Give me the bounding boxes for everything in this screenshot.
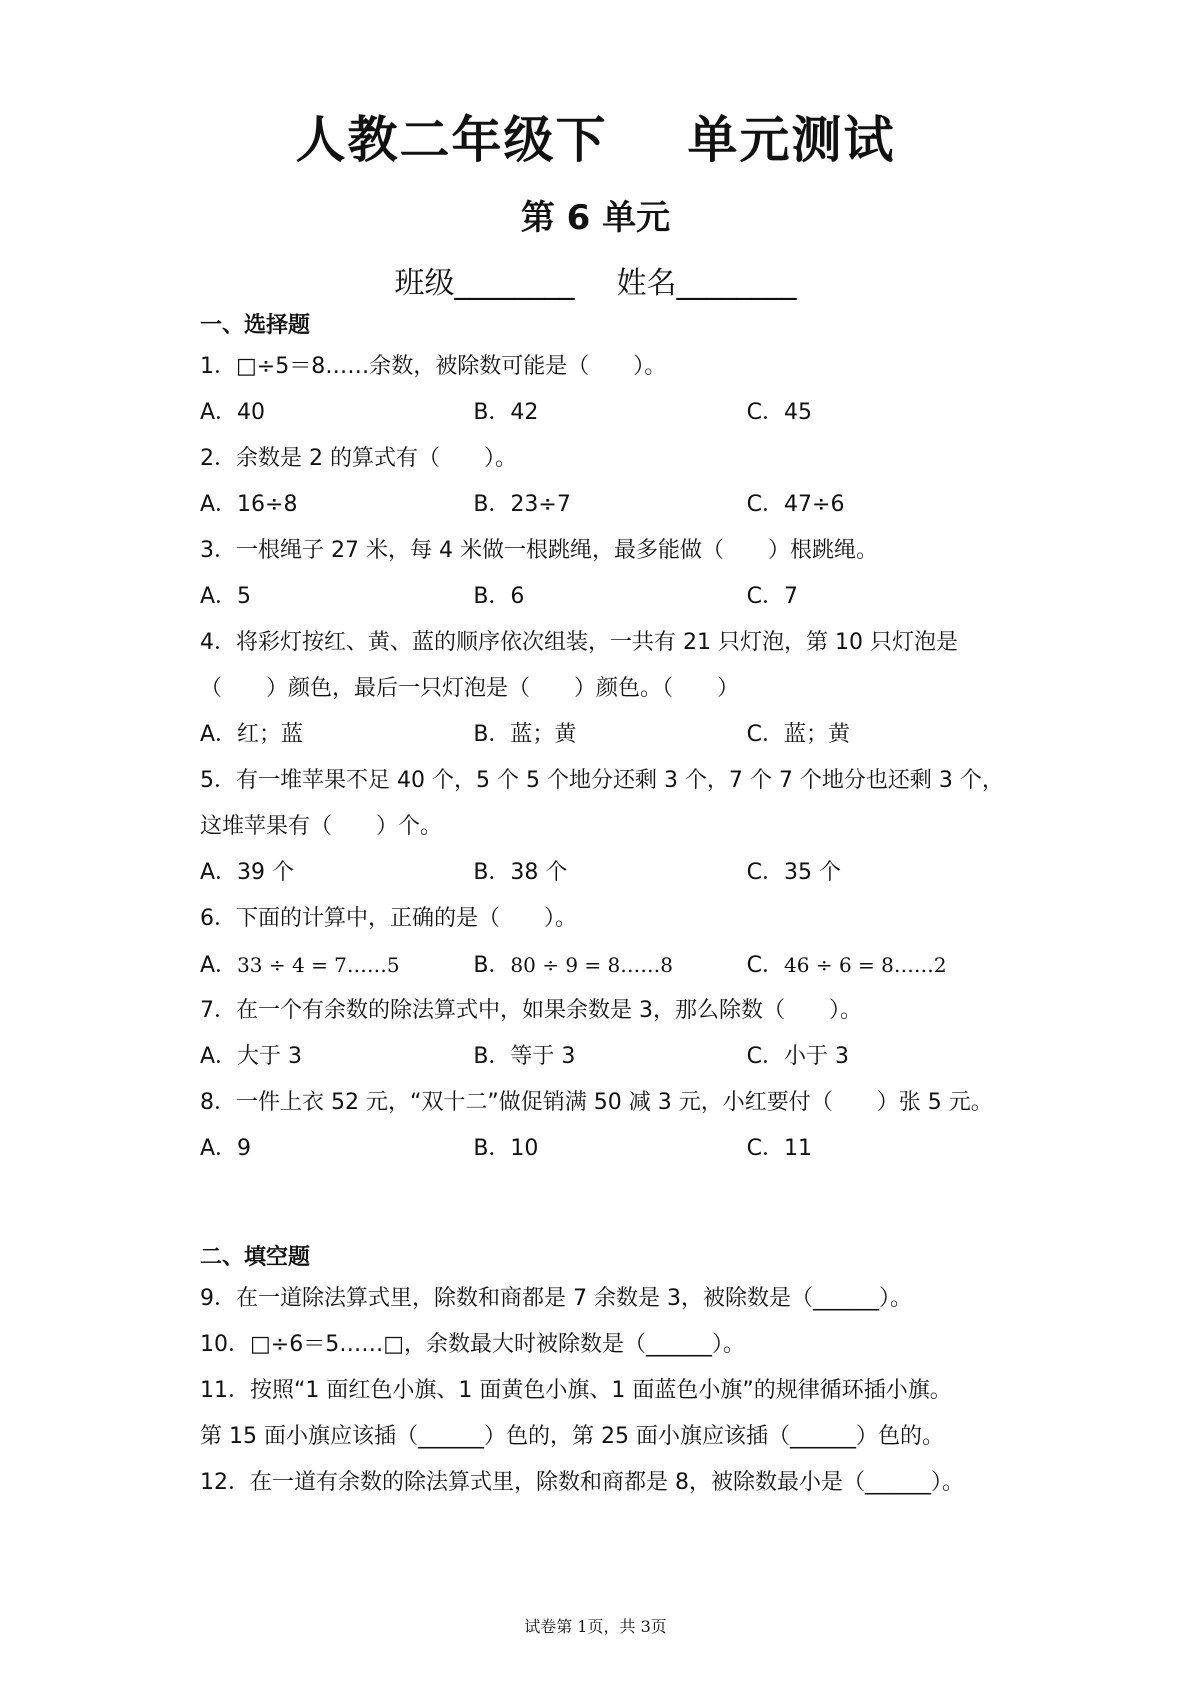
page-footer: 试卷第 1页，共 3页: [524, 1617, 667, 1636]
section-spacer: [200, 1172, 1020, 1240]
option-a: A．9: [200, 1136, 252, 1161]
question-5: 5．有一堆苹果不足 40 个，5 个 5 个地分还剩 3 个，7 个 7 个地分也还剩 3 个，这堆苹果有（ ）个。: [200, 768, 1004, 839]
class-label: 班级________: [394, 266, 575, 301]
options-6: [200, 942, 1020, 988]
exam-content: [200, 308, 1020, 1506]
option-a: A．大于 3: [200, 1044, 303, 1069]
title-right: 单元测试: [687, 111, 896, 169]
option-c: C．45: [746, 400, 813, 425]
section-heading-choice: 一、选择题: [200, 313, 311, 338]
option-b: B．38 个: [473, 860, 568, 885]
name-label: 姓名________: [616, 266, 797, 301]
option-c: C．蓝；黄: [746, 722, 851, 747]
question-2: 2．余数是 2 的算式有（ ）。: [200, 446, 517, 471]
question-8: 8．一件上衣 52 元，“双十二”做促销满 50 减 3 元，小红要付（ ）张 5 元。: [200, 1090, 993, 1115]
question-12: 12．在一道有余数的除法算式里，除数和商都是 8，被除数最小是（______）。: [200, 1470, 964, 1495]
question-1: 1．□÷5＝8……余数，被除数可能是（ ）。: [200, 354, 667, 379]
option-a: A．5: [200, 584, 252, 609]
question-11: 11．按照“1 面红色小旗、1 面黄色小旗、1 面蓝色小旗”的规律循环插小旗。: [200, 1378, 952, 1403]
option-b: [473, 942, 746, 988]
option-letter: A．: [200, 953, 238, 978]
options-8: [200, 1126, 1020, 1172]
options-2: [200, 482, 1020, 528]
question-3: 3．一根绳子 27 米，每 4 米做一根跳绳，最多能做（ ）根跳绳。: [200, 538, 878, 563]
option-b: B．等于 3: [473, 1044, 576, 1069]
option-a: A．红；蓝: [200, 722, 304, 747]
section-heading-fill: 二、填空题: [200, 1245, 311, 1270]
option-b: B．蓝；黄: [473, 722, 577, 747]
question-7: 7．在一个有余数的除法算式中，如果余数是 3，那么除数（ ）。: [200, 998, 862, 1023]
options-1: [200, 390, 1020, 436]
options-7: [200, 1034, 1020, 1080]
question-9: 9．在一道除法算式里，除数和商都是 7 余数是 3，被除数是（______）。: [200, 1286, 912, 1311]
question-10: 10．□÷6＝5……□，余数最大时被除数是（______）。: [200, 1332, 745, 1357]
options-3: [200, 574, 1020, 620]
option-c: C．47÷6: [746, 492, 845, 517]
page-title: [0, 100, 1191, 172]
option-equation: 46 ÷ 6 = 8……2: [784, 953, 947, 977]
option-b: B．42: [473, 400, 539, 425]
question-4: 4．将彩灯按红、黄、蓝的顺序依次组装，一共有 21 只灯泡，第 10 只灯泡是（ ）颜色，最后一只灯泡是（ ）颜色。（ ）: [200, 630, 958, 701]
class-name-line: [0, 258, 1191, 302]
option-c: C．35 个: [746, 860, 842, 885]
options-5: [200, 850, 1020, 896]
question-11-cont: 第 15 面小旗应该插（______）色的，第 25 面小旗应该插（______）色的。: [200, 1424, 944, 1449]
option-letter: B．: [473, 953, 511, 978]
option-a: A．39 个: [200, 860, 295, 885]
title-left: 人教二年级下: [295, 111, 608, 169]
unit-subtitle: 第 6 单元: [520, 198, 671, 238]
options-4: [200, 712, 1020, 758]
question-6: 6．下面的计算中，正确的是（ ）。: [200, 906, 577, 931]
option-letter: C．: [746, 953, 785, 978]
option-equation: 33 ÷ 4 = 7……5: [237, 953, 400, 977]
option-b: B．23÷7: [473, 492, 571, 517]
option-c: C．7: [746, 584, 799, 609]
option-c: C．11: [746, 1136, 813, 1161]
option-b: B．10: [473, 1136, 539, 1161]
option-equation: 80 ÷ 9 = 8……8: [510, 953, 673, 977]
option-c: [747, 942, 1020, 988]
option-a: A．16÷8: [200, 492, 298, 517]
option-b: B．6: [473, 584, 525, 609]
option-a: A．40: [200, 400, 266, 425]
option-c: C．小于 3: [746, 1044, 850, 1069]
option-a: [200, 942, 473, 988]
